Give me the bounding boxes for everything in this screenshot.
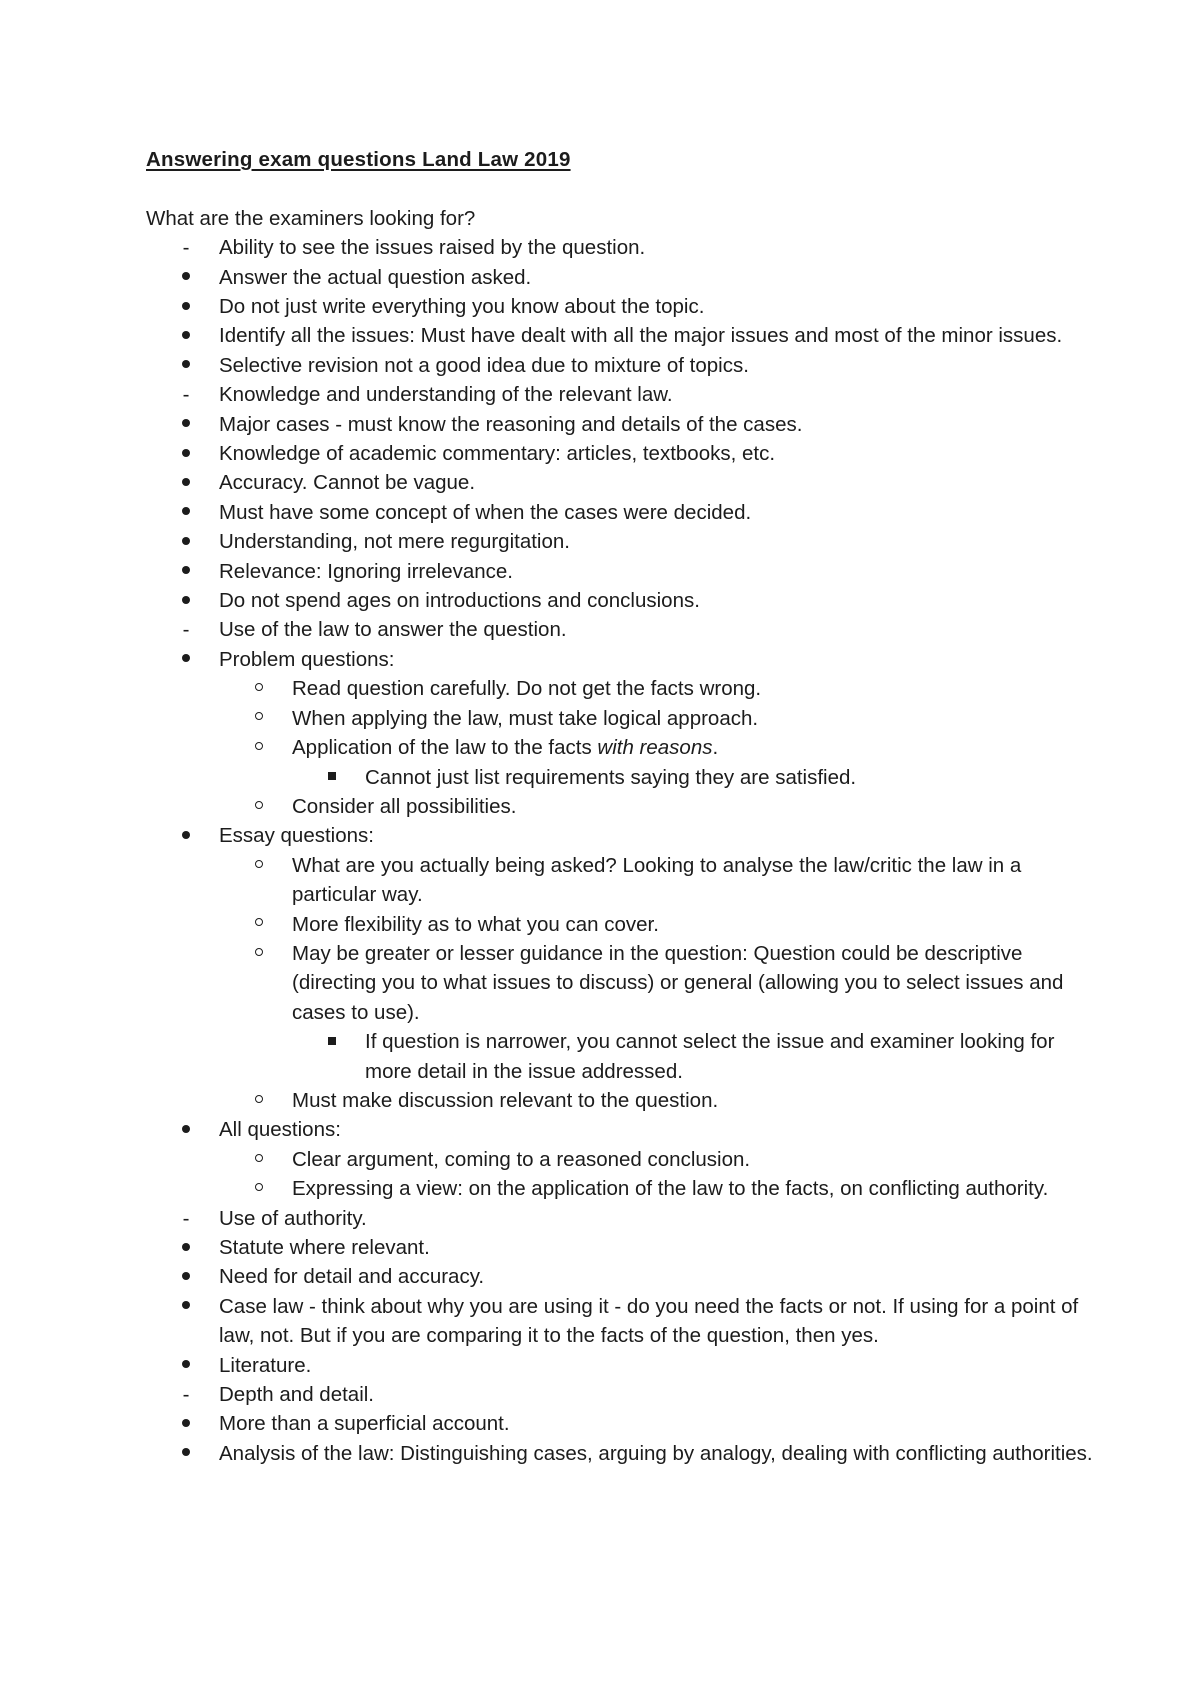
list-item [146, 468, 1096, 497]
hollow-bullet-icon [247, 1086, 271, 1115]
filled-bullet-icon [174, 1409, 198, 1438]
square-bullet-icon [320, 1027, 344, 1056]
hollow-bullet-icon [247, 910, 271, 939]
list-item [146, 351, 1096, 380]
filled-bullet-icon [174, 439, 198, 468]
list-item [146, 410, 1096, 439]
filled-bullet-icon [174, 557, 198, 586]
square-bullet-icon [320, 763, 344, 792]
list-item-text: Understanding, not mere regurgitation. [219, 530, 570, 554]
list-item [146, 1380, 1096, 1409]
list-item [146, 1174, 1096, 1203]
list-item [146, 557, 1096, 586]
list-item-text: Do not just write everything you know about the topic. [219, 295, 705, 319]
list-item-text: If question is narrower, you cannot select the issue and examiner looking for more detail in the issue addressed. [365, 1030, 1055, 1083]
filled-bullet-icon [174, 527, 198, 556]
filled-bullet-icon [174, 321, 198, 350]
list-item-text: Ability to see the issues raised by the question. [219, 236, 646, 260]
list-item [146, 263, 1096, 292]
list-item [146, 1115, 1096, 1144]
list-item [146, 380, 1096, 409]
hollow-bullet-icon [247, 939, 271, 968]
list-item [146, 527, 1096, 556]
list-item-text: Application of the law to the facts [292, 736, 598, 760]
dash-bullet-icon: - [182, 618, 190, 642]
list-item-text: All questions: [219, 1118, 341, 1142]
list-item-text: Cannot just list requirements saying they are satisfied. [365, 765, 857, 789]
list-item-text: Must have some concept of when the cases were decided. [219, 500, 752, 524]
filled-bullet-icon [174, 498, 198, 527]
blank-line [146, 174, 1096, 203]
list-item-emphasis: with reasons [597, 736, 713, 760]
filled-bullet-icon [174, 1351, 198, 1380]
dash-bullet-icon: - [182, 236, 190, 260]
hollow-bullet-icon [247, 704, 271, 733]
list-item [146, 821, 1096, 850]
dash-bullet-icon: - [182, 1383, 190, 1407]
hollow-bullet-icon [247, 1145, 271, 1174]
filled-bullet-icon [174, 1292, 198, 1321]
list-item [146, 615, 1096, 644]
list-item [146, 704, 1096, 733]
list-item-text: Expressing a view: on the application of the law to the facts, on conflicting authority. [292, 1177, 1049, 1201]
filled-bullet-icon [174, 821, 198, 850]
list-item-text: Statute where relevant. [219, 1236, 430, 1260]
list-item-text: Answer the actual question asked. [219, 265, 532, 289]
list-item-text: When applying the law, must take logical approach. [292, 706, 759, 730]
list-item-text: Consider all possibilities. [292, 794, 517, 818]
filled-bullet-icon [174, 645, 198, 674]
filled-bullet-icon [174, 586, 198, 615]
list-item [146, 910, 1096, 939]
filled-bullet-icon [174, 468, 198, 497]
list-item [146, 645, 1096, 674]
list-item-text: Literature. [219, 1353, 312, 1377]
hollow-bullet-icon [247, 674, 271, 703]
list-item-text: More flexibility as to what you can cover. [292, 912, 659, 936]
list-item [146, 1086, 1096, 1115]
list-item-text: Analysis of the law: Distinguishing cases, arguing by analogy, dealing with conflicting authorities. [219, 1441, 1093, 1465]
document-title: Answering exam questions Land Law 2019 [146, 148, 571, 171]
list-item [146, 586, 1096, 615]
list-item [146, 439, 1096, 468]
filled-bullet-icon [174, 1262, 198, 1291]
list-item-text: Use of authority. [219, 1206, 367, 1230]
hollow-bullet-icon [247, 1174, 271, 1203]
list-item [146, 1145, 1096, 1174]
list-item-text: Use of the law to answer the question. [219, 618, 567, 642]
filled-bullet-icon [174, 263, 198, 292]
list-item [146, 233, 1096, 262]
list-item-text: Relevance: Ignoring irrelevance. [219, 559, 513, 583]
hollow-bullet-icon [247, 733, 271, 762]
list-item-text: Identify all the issues: Must have dealt with all the major issues and most of the minor issues. [219, 324, 1063, 348]
list-item-text: Do not spend ages on introductions and conclusions. [219, 589, 700, 613]
intro-question: What are the examiners looking for? [146, 206, 476, 230]
list-item-text: Case law - think about why you are using it - do you need the facts or not. If using for a point of law, not. But if you are comparing it to the facts of the question, then yes. [219, 1294, 1079, 1348]
list-item-text: More than a superficial account. [219, 1412, 510, 1436]
list-item [146, 1204, 1096, 1233]
list-item-text: Knowledge of academic commentary: articles, textbooks, etc. [219, 442, 776, 466]
list-item [146, 1262, 1096, 1291]
list-item [146, 1409, 1096, 1438]
list-item-text: Need for detail and accuracy. [219, 1265, 485, 1289]
list-item [146, 939, 1096, 1027]
list-item-text: Accuracy. Cannot be vague. [219, 471, 476, 495]
list-item [146, 1292, 1096, 1351]
filled-bullet-icon [174, 351, 198, 380]
list-item-text: Major cases - must know the reasoning and details of the cases. [219, 412, 803, 436]
list-item [146, 792, 1096, 821]
hollow-bullet-icon [247, 851, 271, 880]
hollow-bullet-icon [247, 792, 271, 821]
list-item [146, 674, 1096, 703]
filled-bullet-icon [174, 292, 198, 321]
list-item-text: Clear argument, coming to a reasoned conclusion. [292, 1147, 751, 1171]
list-item [146, 851, 1096, 910]
list-item [146, 292, 1096, 321]
dash-bullet-icon: - [182, 383, 190, 407]
list-item [146, 321, 1096, 350]
list-item-text: Depth and detail. [219, 1383, 375, 1407]
list-item [146, 1233, 1096, 1262]
dash-bullet-icon: - [182, 1206, 190, 1230]
list-item [146, 1439, 1096, 1468]
list-item-suffix: . [712, 736, 719, 760]
list-item [146, 498, 1096, 527]
document-body [146, 145, 1096, 1468]
list-item-text: What are you actually being asked? Looking to analyse the law/critic the law in a particular way. [292, 853, 1022, 907]
filled-bullet-icon [174, 1233, 198, 1262]
list-item-text: Read question carefully. Do not get the facts wrong. [292, 677, 762, 701]
list-item-text: Must make discussion relevant to the question. [292, 1088, 719, 1112]
list-item-text: Knowledge and understanding of the relevant law. [219, 383, 673, 407]
list-item-text: Problem questions: [219, 647, 395, 671]
filled-bullet-icon [174, 410, 198, 439]
list-item [146, 733, 1096, 762]
list-item [146, 1351, 1096, 1380]
list-item [146, 763, 1096, 792]
list-item-text: May be greater or lesser guidance in the question: Question could be descriptive (directing you to what issues to discuss) or general (allowing you to select issues and cases to use). [292, 941, 1064, 1024]
list-item-text: Essay questions: [219, 824, 374, 848]
notes-list [146, 233, 1096, 1468]
filled-bullet-icon [174, 1115, 198, 1144]
filled-bullet-icon [174, 1439, 198, 1468]
list-item [146, 1027, 1096, 1086]
list-item-text: Selective revision not a good idea due to mixture of topics. [219, 353, 749, 377]
